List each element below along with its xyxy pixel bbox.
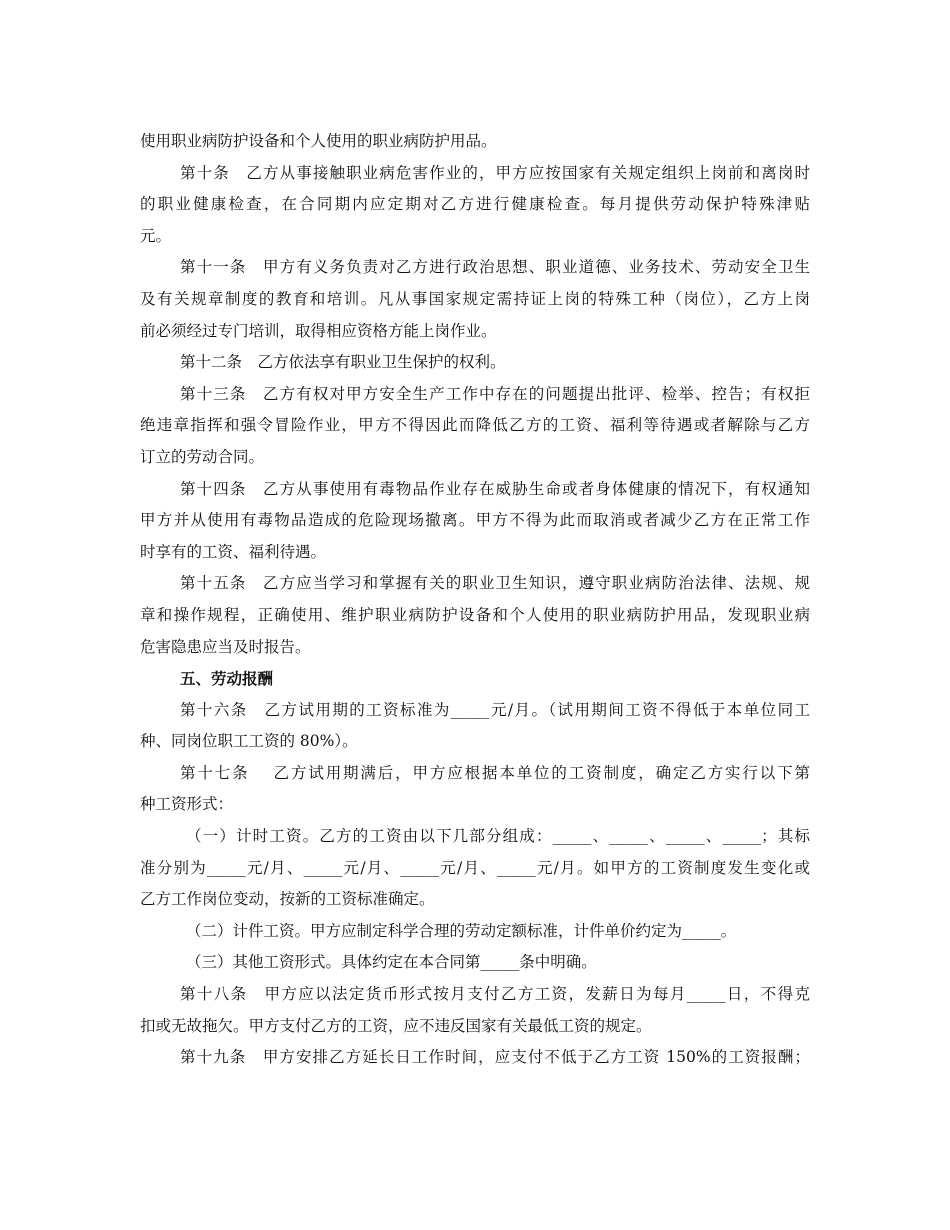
article-10-line: 第十条 乙方从事接触职业病危害作业的，甲方应按国家有关规定组织上岗前和离岗时	[180, 163, 810, 182]
text-line: 元。	[140, 226, 172, 245]
text-line: 使用职业病防护设备和个人使用的职业病防护用品。	[140, 132, 497, 150]
article-16-line: 第十六条 乙方试用期的工资标准为_____元/月。（试用期间工资不得低于本单位同工	[180, 700, 810, 719]
article-15-line: 第十五条 乙方应当学习和掌握有关的职业卫生知识，遵守职业病防治法律、法规、规	[180, 574, 810, 593]
text-line: 种、同岗位职工工资的 80%）。	[140, 732, 358, 751]
text-line: 种工资形式：	[140, 795, 234, 814]
article-11-line: 第十一条 甲方有义务负责对乙方进行政治思想、职业道德、业务技术、劳动安全卫生	[180, 258, 810, 277]
text-line: 乙方工作岗位变动，按新的工资标准确定。	[140, 890, 435, 909]
text-line: 危害隐患应当及时报告。	[140, 637, 311, 656]
article-17-line: 第十七条 乙方试用期满后，甲方应根据本单位的工资制度，确定乙方实行以下第	[180, 763, 810, 782]
clause-1-line: （一）计时工资。乙方的工资由以下几部分组成：_____、_____、_____、_____；其标	[186, 827, 810, 846]
text-line: 的职业健康检查，在合同期内应定期对乙方进行健康检查。每月提供劳动保护特殊津贴	[140, 195, 810, 214]
clause-3-line: （三）其他工资形式。具体约定在本合同第_____条中明确。	[186, 953, 597, 972]
text-line: 章和操作规程，正确使用、维护职业病防护设备和个人使用的职业病防护用品，发现职业病	[140, 605, 810, 624]
article-18-line: 第十八条 甲方应以法定货币形式按月支付乙方工资，发薪日为每月_____日，不得克	[180, 985, 810, 1004]
text-line: 绝违章指挥和强令冒险作业，甲方不得因此而降低乙方的工资、福利等待遇或者解除与乙方	[140, 416, 810, 435]
article-19-line: 第十九条 甲方安排乙方延长日工作时间，应支付不低于乙方工资 150%的工资报酬；	[180, 1048, 810, 1067]
article-14-line: 第十四条 乙方从事使用有毒物品作业存在威胁生命或者身体健康的情况下，有权通知	[180, 479, 810, 498]
article-13-line: 第十三条 乙方有权对甲方安全生产工作中存在的问题提出批评、检举、控告；有权拒	[180, 384, 810, 403]
text-line: 订立的劳动合同。	[140, 447, 265, 466]
section-heading: 五、劳动报酬	[180, 669, 274, 689]
text-line: 时享有的工资、福利待遇。	[140, 542, 327, 561]
clause-2-line: （二）计件工资。甲方应制定科学合理的劳动定额标准，计件单价约定为_____。	[186, 921, 737, 940]
text-line: 扣或无故拖欠。甲方支付乙方的工资，应不违反国家有关最低工资的规定。	[140, 1016, 652, 1035]
text-line: 前必须经过专门培训，取得相应资格方能上岗作业。	[140, 321, 497, 340]
text-line: 甲方并从使用有毒物品造成的危险现场撤离。甲方不得为此而取消或者减少乙方在正常工作	[140, 511, 810, 530]
document-page	[140, 126, 810, 1074]
text-line: 准分别为_____元/月、_____元/月、_____元/月、_____元/月。如甲方的工资制度发生变化或	[140, 858, 810, 877]
article-12-line: 第十二条 乙方依法享有职业卫生保护的权利。	[180, 353, 506, 372]
text-line: 及有关规章制度的教育和培训。凡从事国家规定需持证上岗的特殊工种（岗位），乙方上岗	[140, 289, 810, 308]
